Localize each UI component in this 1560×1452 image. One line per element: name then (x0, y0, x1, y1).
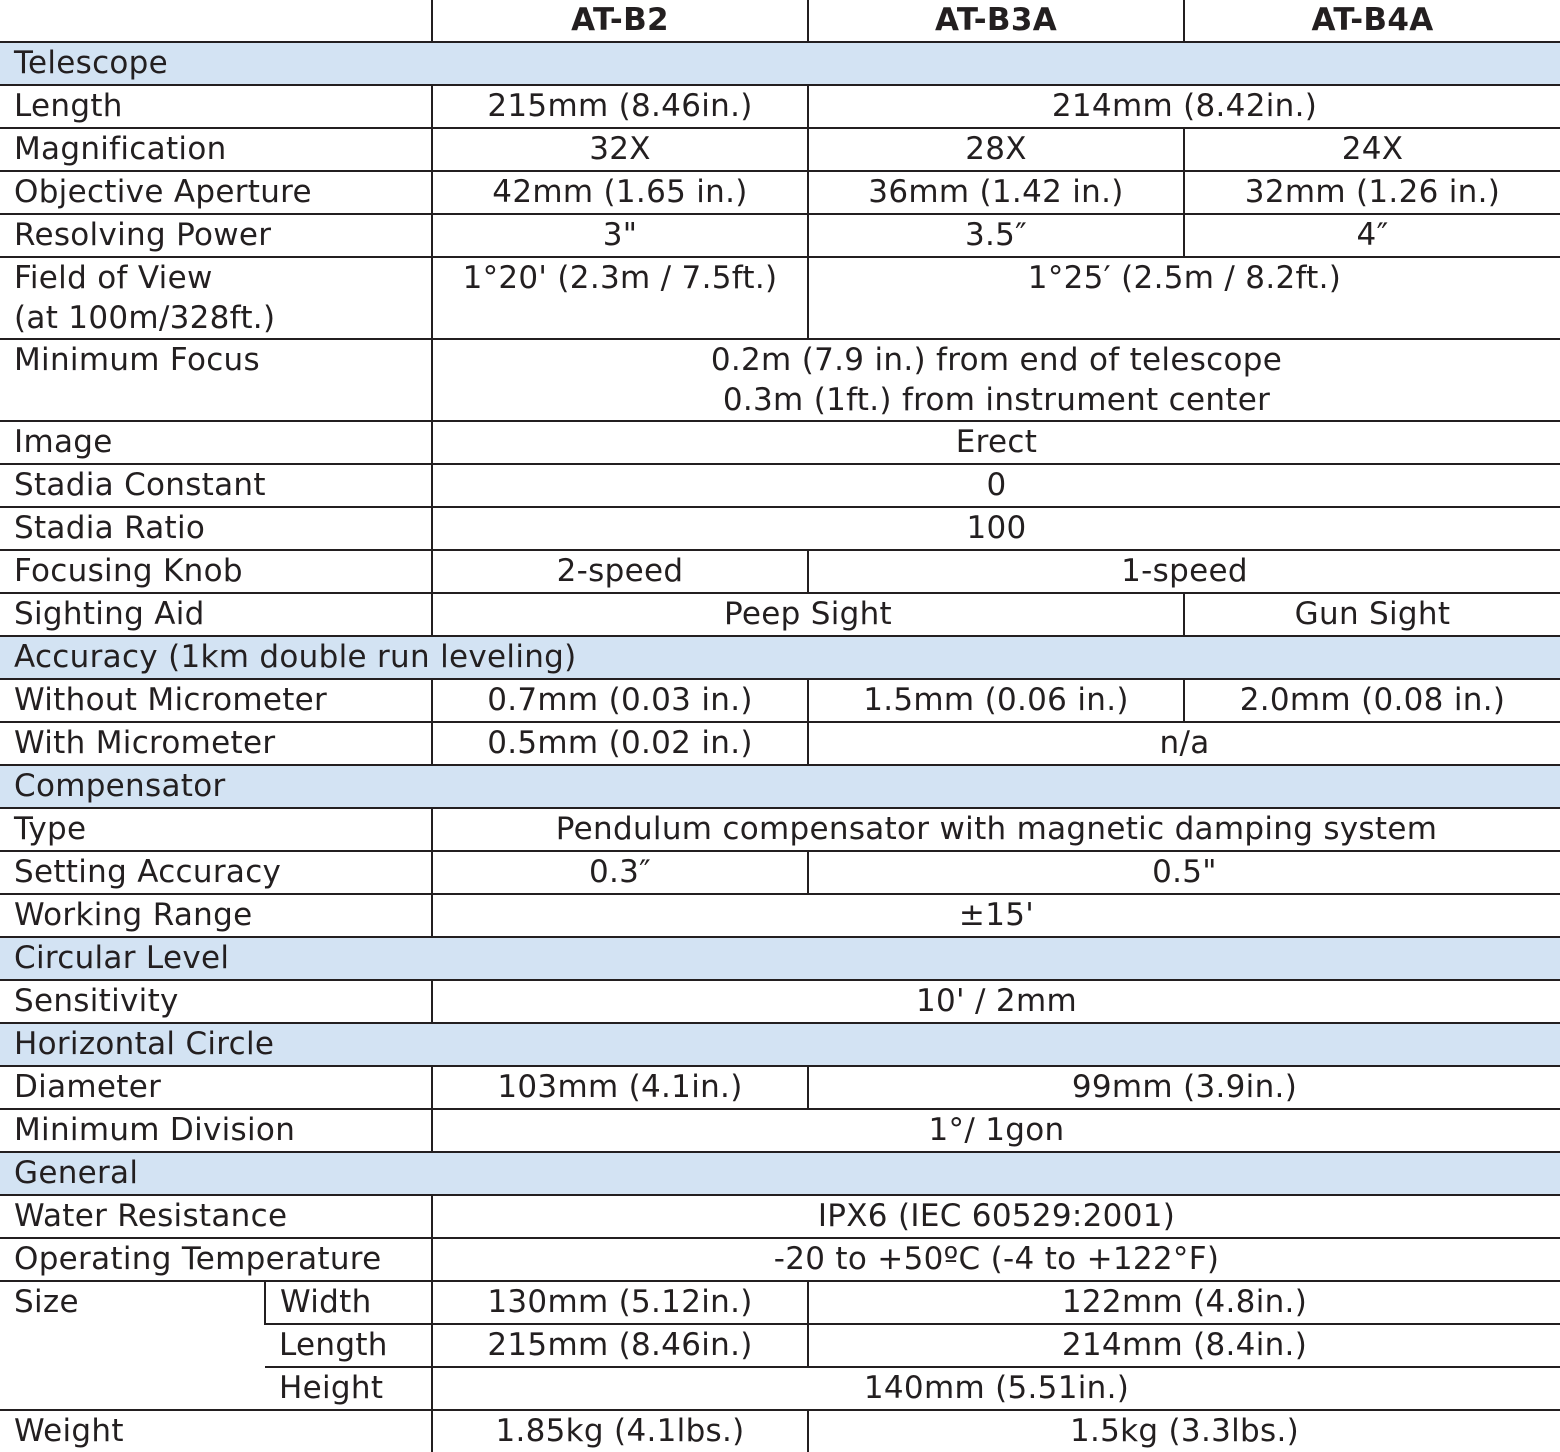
table-row (0, 593, 1560, 636)
cell-all-models: 1°/ 1gon (432, 1109, 1560, 1152)
row-label (0, 257, 432, 339)
cell-at-b2: 2-speed (432, 550, 808, 593)
table-row (0, 339, 1560, 421)
section-title: Telescope (0, 42, 1560, 85)
row-label-line: (at 100m/328ft.) (14, 300, 276, 336)
cell-at-b3a-b4a: 214mm (8.42in.) (808, 85, 1560, 128)
cell-at-b4a: 4″ (1184, 214, 1560, 257)
row-label: Magnification (0, 128, 432, 171)
section-row-circular-level (0, 937, 1560, 980)
row-label: Sighting Aid (0, 593, 432, 636)
row-label: Sensitivity (0, 980, 432, 1023)
cell-at-b2: 103mm (4.1in.) (432, 1066, 808, 1109)
cell-all-models: IPX6 (IEC 60529:2001) (432, 1195, 1560, 1238)
cell-at-b2: 130mm (5.12in.) (432, 1281, 808, 1324)
cell-at-b3a-b4a: 0.5" (808, 851, 1560, 894)
table-row (0, 85, 1560, 128)
table-row (0, 1109, 1560, 1152)
table-row (0, 1281, 1560, 1324)
row-label: Type (0, 808, 432, 851)
table-row (0, 421, 1560, 464)
cell-all-models (432, 339, 1560, 421)
cell-at-b2: 1°20' (2.3m / 7.5ft.) (432, 257, 808, 339)
cell-line: 0.3m (1ft.) from instrument center (722, 382, 1271, 418)
section-row-compensator (0, 765, 1560, 808)
cell-at-b3a: 36mm (1.42 in.) (808, 171, 1184, 214)
section-title: Accuracy (1km double run leveling) (0, 636, 1560, 679)
table-row (0, 1195, 1560, 1238)
section-row-telescope (0, 42, 1560, 85)
cell-at-b2: 0.7mm (0.03 in.) (432, 679, 808, 722)
row-label: Without Micrometer (0, 679, 432, 722)
row-label: Diameter (0, 1066, 432, 1109)
cell-at-b3a: 1.5mm (0.06 in.) (808, 679, 1184, 722)
row-label: Focusing Knob (0, 550, 432, 593)
table-row (0, 171, 1560, 214)
table-row (0, 257, 1560, 339)
cell-at-b3a-b4a: 1°25′ (2.5m / 8.2ft.) (808, 257, 1560, 339)
table-row (0, 507, 1560, 550)
cell-all-models: 10' / 2mm (432, 980, 1560, 1023)
table-row (0, 894, 1560, 937)
table-row (0, 980, 1560, 1023)
cell-at-b3a-b4a: 122mm (4.8in.) (808, 1281, 1560, 1324)
table-row (0, 808, 1560, 851)
table-row (0, 128, 1560, 171)
row-label: Stadia Constant (0, 464, 432, 507)
table-row (0, 722, 1560, 765)
cell-at-b2: 215mm (8.46in.) (432, 1324, 808, 1367)
cell-all-models: -20 to +50ºC (-4 to +122°F) (432, 1238, 1560, 1281)
cell-at-b4a: 32mm (1.26 in.) (1184, 171, 1560, 214)
table-row (0, 550, 1560, 593)
cell-at-b3a-b4a: 99mm (3.9in.) (808, 1066, 1560, 1109)
row-label: Working Range (0, 894, 432, 937)
row-label-line: Field of View (14, 260, 213, 296)
row-label: Minimum Division (0, 1109, 432, 1152)
row-label-size: Size (0, 1281, 265, 1410)
table-row (0, 464, 1560, 507)
section-row-horizontal-circle (0, 1023, 1560, 1066)
header-empty-cell (0, 0, 432, 42)
row-sublabel: Length (265, 1324, 432, 1367)
cell-at-b2-b3a: Peep Sight (432, 593, 1184, 636)
cell-at-b4a: 24X (1184, 128, 1560, 171)
row-label: Operating Temperature (0, 1238, 432, 1281)
row-label: Water Resistance (0, 1195, 432, 1238)
table-row (0, 1238, 1560, 1281)
cell-at-b3a: 3.5″ (808, 214, 1184, 257)
cell-at-b3a: 28X (808, 128, 1184, 171)
row-sublabel: Width (265, 1281, 432, 1324)
cell-all-models: 100 (432, 507, 1560, 550)
cell-all-models: 140mm (5.51in.) (432, 1367, 1560, 1410)
section-title: Compensator (0, 765, 1560, 808)
table-row (0, 851, 1560, 894)
row-label: Objective Aperture (0, 171, 432, 214)
cell-at-b2: 1.85kg (4.1lbs.) (432, 1410, 808, 1452)
cell-at-b2: 0.3″ (432, 851, 808, 894)
cell-at-b4a: Gun Sight (1184, 593, 1560, 636)
section-row-general (0, 1152, 1560, 1195)
section-title: Horizontal Circle (0, 1023, 1560, 1066)
cell-all-models: Erect (432, 421, 1560, 464)
cell-at-b3a-b4a: n/a (808, 722, 1560, 765)
cell-line: 0.2m (7.9 in.) from end of telescope (710, 342, 1283, 378)
cell-all-models: ±15' (432, 894, 1560, 937)
section-title: Circular Level (0, 937, 1560, 980)
row-label: With Micrometer (0, 722, 432, 765)
cell-at-b2: 3" (432, 214, 808, 257)
row-label: Minimum Focus (0, 339, 432, 421)
cell-at-b3a-b4a: 214mm (8.4in.) (808, 1324, 1560, 1367)
cell-at-b4a: 2.0mm (0.08 in.) (1184, 679, 1560, 722)
cell-at-b2: 0.5mm (0.02 in.) (432, 722, 808, 765)
row-label: Setting Accuracy (0, 851, 432, 894)
model-header-at-b4a: AT-B4A (1184, 0, 1560, 42)
row-label: Weight (0, 1410, 432, 1452)
section-title: General (0, 1152, 1560, 1195)
section-row-accuracy (0, 636, 1560, 679)
row-label: Image (0, 421, 432, 464)
model-header-at-b2: AT-B2 (432, 0, 808, 42)
table-row (0, 1410, 1560, 1452)
model-header-at-b3a: AT-B3A (808, 0, 1184, 42)
row-label: Length (0, 85, 432, 128)
table-row (0, 1066, 1560, 1109)
cell-at-b2: 32X (432, 128, 808, 171)
cell-at-b3a-b4a: 1-speed (808, 550, 1560, 593)
row-sublabel: Height (265, 1367, 432, 1410)
header-row (0, 0, 1560, 42)
row-label: Stadia Ratio (0, 507, 432, 550)
cell-all-models: Pendulum compensator with magnetic damping system (432, 808, 1560, 851)
row-label: Resolving Power (0, 214, 432, 257)
table-row (0, 679, 1560, 722)
table-row (0, 214, 1560, 257)
cell-at-b3a-b4a: 1.5kg (3.3lbs.) (808, 1410, 1560, 1452)
cell-all-models: 0 (432, 464, 1560, 507)
cell-at-b2: 215mm (8.46in.) (432, 85, 808, 128)
cell-at-b2: 42mm (1.65 in.) (432, 171, 808, 214)
